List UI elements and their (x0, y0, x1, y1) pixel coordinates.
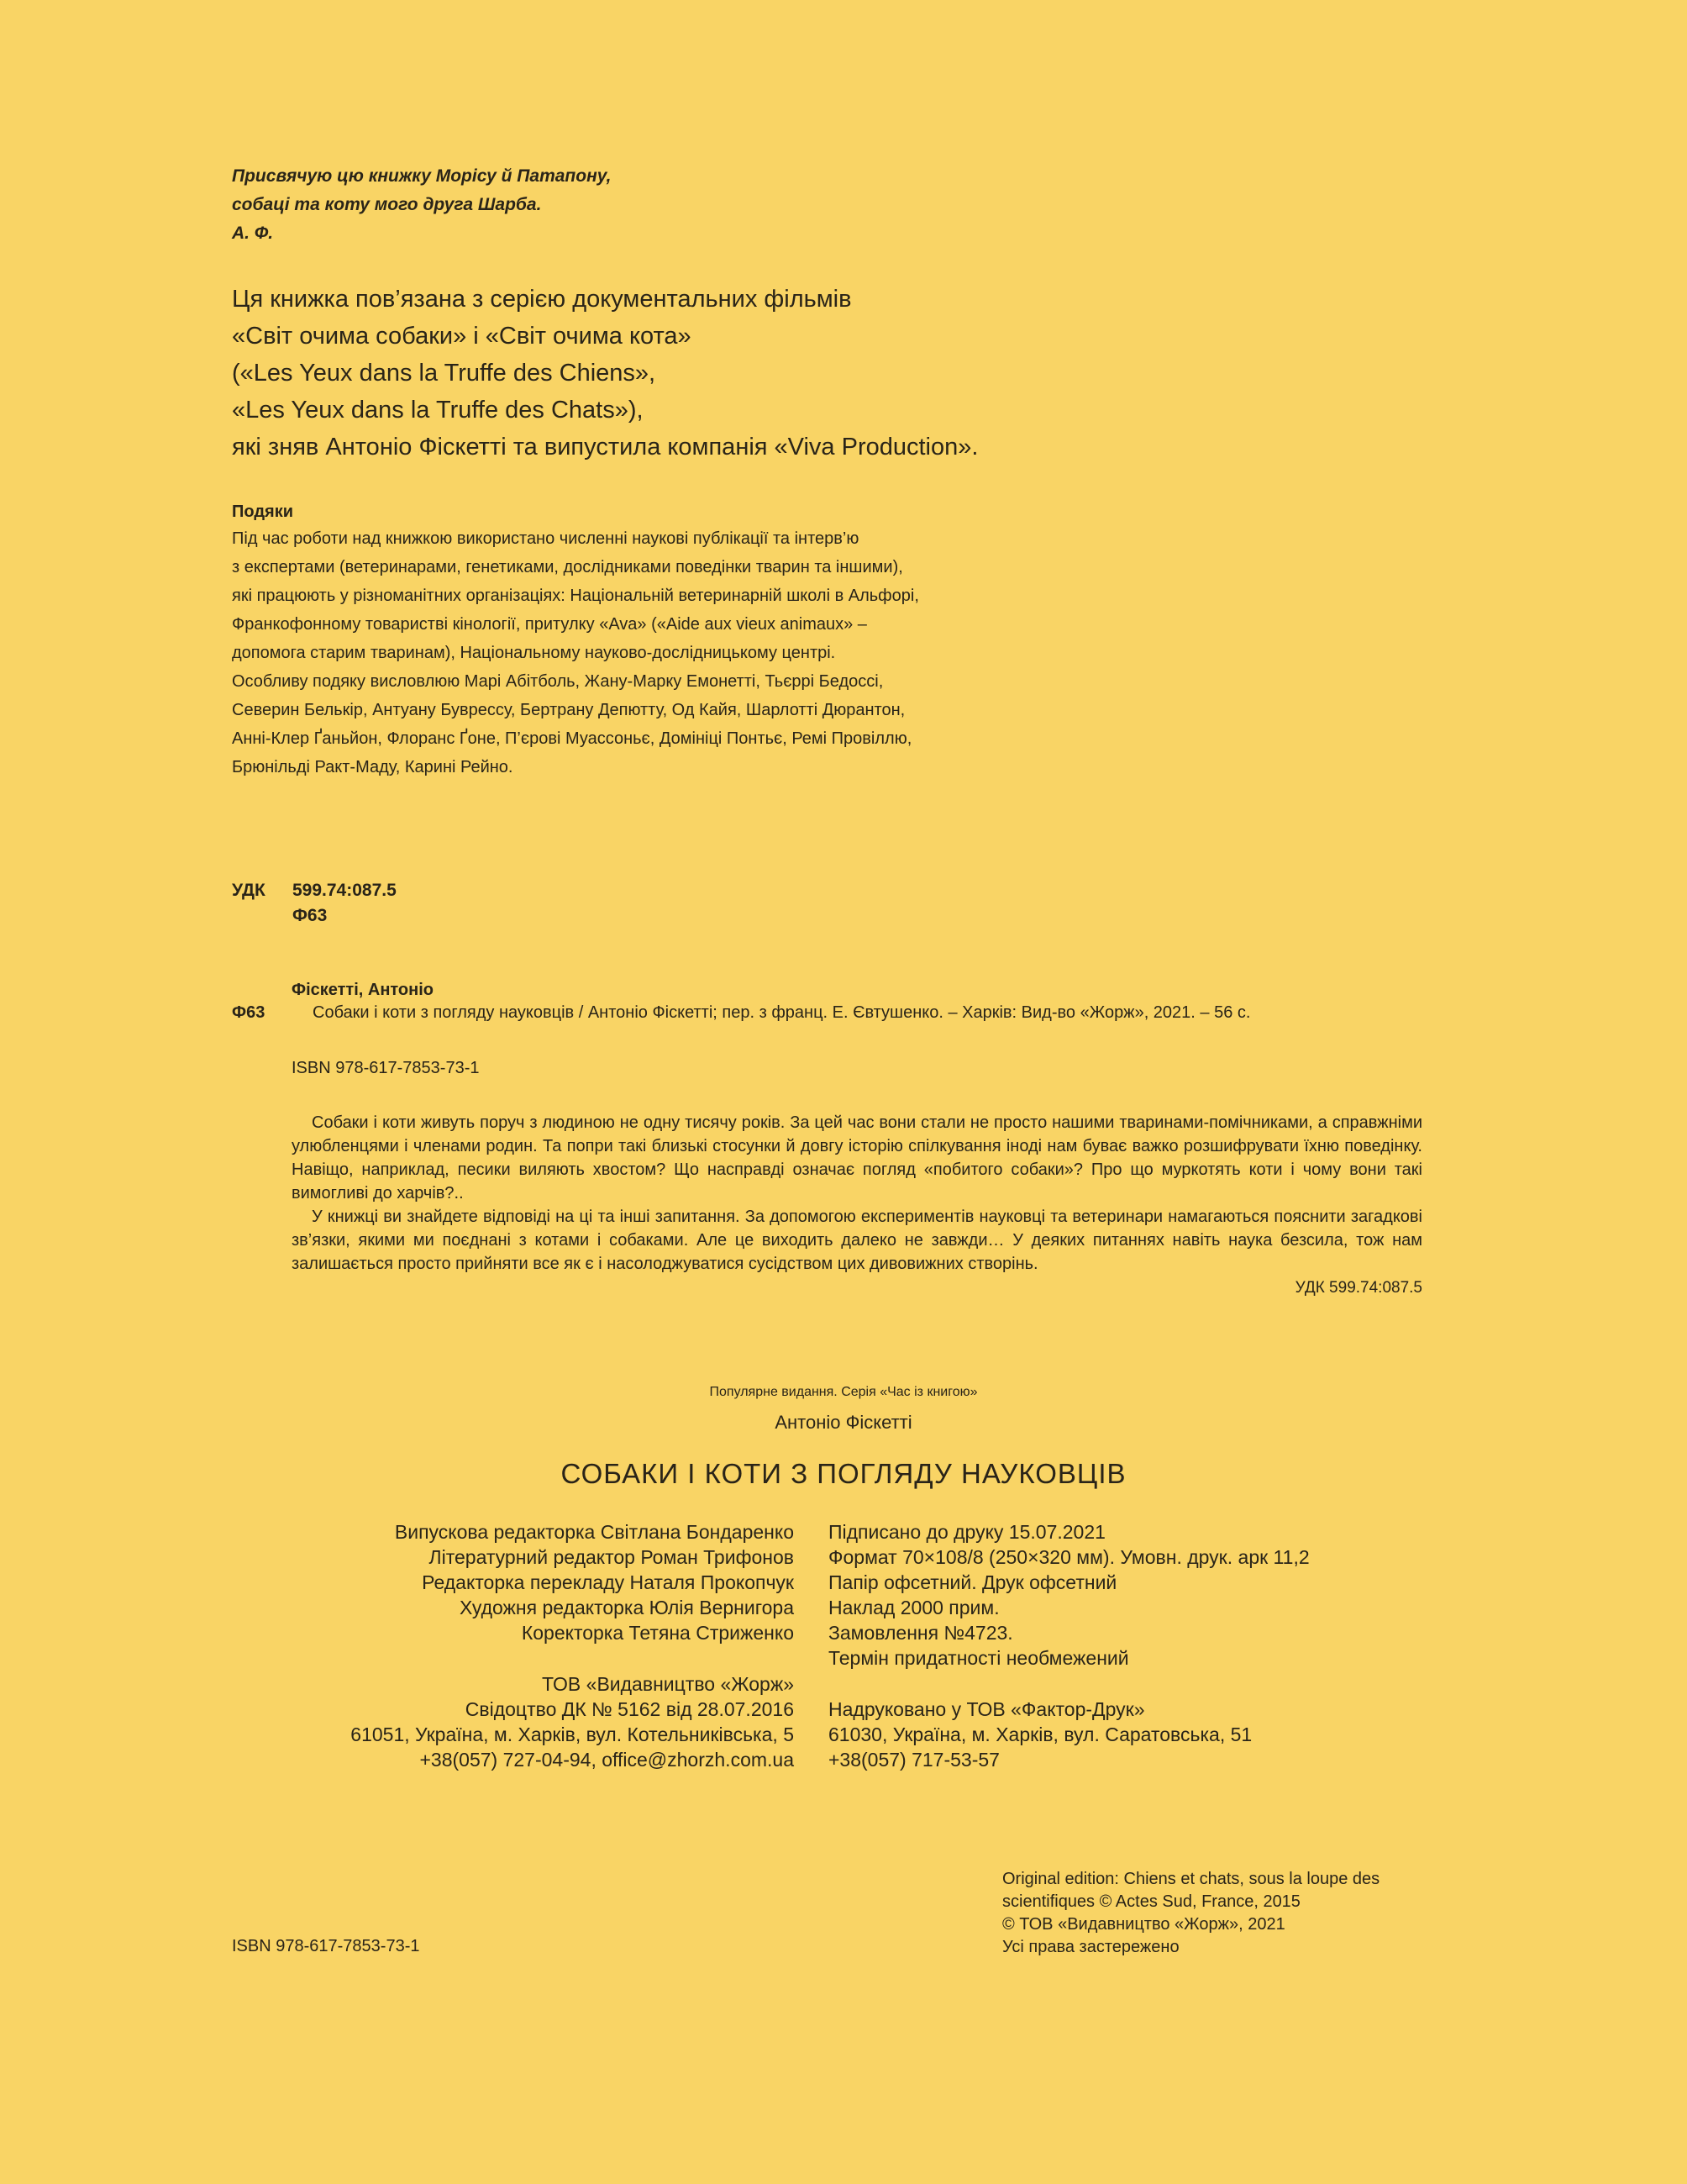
editorial-staff (252, 1519, 794, 1645)
print-line: Наклад 2000 прим. (828, 1597, 1000, 1618)
original-line: scientifiques © Actes Sud, France, 2015 (1002, 1892, 1301, 1911)
print-line: Формат 70×108/8 (250×320 мм). Умовн. друк. арк 11,2 (828, 1546, 1310, 1568)
printer-line: 61030, Україна, м. Харків, вул. Саратовська, 51 (828, 1724, 1253, 1745)
acknowledgements-line: Анні-Клер Ґаньйон, Флоранс Ґоне, П’єрові Муассоньє, Домініці Понтьє, Ремі Провіллю, (232, 729, 912, 748)
print-line: Папір офсетний. Друк офсетний (828, 1571, 1117, 1593)
print-line: Підписано до друку 15.07.2021 (828, 1521, 1106, 1543)
staff-line: Літературний редактор Роман Трифонов (428, 1546, 794, 1568)
acknowledgements-line: Франкофонному товаристві кінології, притулку «Ava» («Aide aux vieux animaux» – (232, 615, 867, 634)
dedication-line: Присвячую цю книжку Морісу й Патапону, (232, 166, 612, 186)
dedication-signature: А. Ф. (232, 224, 274, 243)
bibliographic-entry: Собаки і коти з погляду науковців / Антоніо Фіскетті; пер. з франц. Е. Євтушенко. – Харків: Вид-во «Жорж», 2021. – 56 с. (313, 1003, 1251, 1022)
print-details (828, 1519, 1310, 1671)
printer-line: +38(057) 717-53-57 (828, 1749, 1000, 1771)
original-edition (1002, 1868, 1380, 1959)
acknowledgements-line: з експертами (ветеринарами, генетиками, дослідниками поведінки тварин та іншими), (232, 558, 903, 576)
imprint-author: Антоніо Фіскетті (775, 1412, 912, 1433)
printer-line: Надруковано у ТОВ «Фактор-Друк» (828, 1698, 1145, 1720)
annotation-paragraph: Собаки і коти живуть поруч з людиною не одну тисячу років. За цей час вони стали не просто нашими тваринами-помічниками, а справжніми улюбленцями і членами родин. Та попри такі близькі стосунки й довгу історію спілкування іноді нам буває важко розшифрувати їхню поведінку. Навіщо, наприклад, песики виляють хвостом? Що насправді означає погляд «побитого собаки»? Про що муркотять коти і чому вони такі вимогливі до харчів?.. (292, 1113, 1422, 1203)
staff-line: Коректорка Тетяна Стриженко (521, 1622, 794, 1644)
annotation-paragraph: У книжці ви знайдете відповіді на ці та інші запитання. За допомогою експериментів науковці та ветеринари намагаються пояснити загадкові зв’язки, якими ми поєднані з котами і собаками. Але це виходить далеко не завжди… У деяких питаннях навіть наука безсила, тож нам залишається просто прийняти все як є і насолоджуватися сусідством цих дивовижних створінь. (292, 1208, 1422, 1273)
intro-line: Ця книжка пов’язана з серією документальних фільмів (232, 286, 852, 313)
intro-line: які зняв Антоніо Фіскетті та випустила компанія «Viva Production». (232, 434, 979, 460)
print-line: Замовлення №4723. (828, 1622, 1013, 1644)
book-title: СОБАКИ І КОТИ З ПОГЛЯДУ НАУКОВЦІВ (560, 1458, 1127, 1489)
series-line: Популярне видання. Серія «Час із книгою» (709, 1385, 978, 1399)
acknowledgements-line: Северин Белькір, Антуану Буврессу, Бертрану Депютту, Од Кайя, Шарлотті Дюрантон, (232, 701, 906, 719)
acknowledgements-line: Під час роботи над книжкою використано численні наукові публікації та інтерв’ю (232, 529, 859, 548)
acknowledgements-line: допомога старим тваринам), Національному науково-дослідницькому центрі. (232, 644, 836, 662)
intro-line: («Les Yeux dans la Truffe des Chiens», (232, 360, 656, 387)
udk-label: УДК (232, 881, 265, 900)
udk-value: 599.74:087.5 (292, 881, 397, 900)
rights-line: Усі права застережено (1002, 1938, 1180, 1956)
acknowledgements-line: які працюють у різноманітних організаціях: Національній ветеринарній школі в Альфорі, (232, 587, 919, 605)
catalog-isbn: ISBN 978-617-7853-73-1 (292, 1059, 480, 1077)
publisher-info (252, 1671, 794, 1772)
acknowledgements-title: Подяки (232, 503, 293, 521)
staff-line: Художня редакторка Юлія Вернигора (460, 1597, 794, 1618)
intro-line: «Les Yeux dans la Truffe des Chats»), (232, 397, 644, 424)
catalog-author-heading: Фіскетті, Антоніо (292, 981, 434, 999)
printer-info (828, 1697, 1252, 1772)
intro-line: «Світ очима собаки» і «Світ очима кота» (232, 323, 691, 350)
catalog-author-code: Ф63 (232, 1003, 265, 1022)
annotation (292, 1111, 1422, 1276)
publisher-line: +38(057) 727-04-94, office@zhorzh.com.ua (419, 1749, 794, 1771)
staff-line: Редакторка перекладу Наталя Прокопчук (422, 1571, 794, 1593)
publisher-line: Свідоцтво ДК № 5162 від 28.07.2016 (465, 1698, 794, 1720)
publisher-line: 61051, Україна, м. Харків, вул. Котельниківська, 5 (350, 1724, 794, 1745)
footer-isbn: ISBN 978-617-7853-73-1 (232, 1937, 420, 1955)
dedication (232, 162, 611, 248)
original-line: Original edition: Chiens et chats, sous la loupe des (1002, 1870, 1380, 1888)
print-line: Термін придатності необмежений (828, 1647, 1129, 1669)
acknowledgements-line: Особливу подяку висловлюю Марі Абітболь, Жану-Марку Емонетті, Тьєррі Бедоссі, (232, 672, 884, 691)
publisher-line: ТОВ «Видавництво «Жорж» (542, 1673, 794, 1695)
acknowledgements-body (232, 524, 919, 782)
series-intro (232, 281, 978, 466)
dedication-line: собаці та коту мого друга Шарба. (232, 195, 542, 214)
staff-line: Випускова редакторка Світлана Бондаренко (394, 1521, 794, 1543)
acknowledgements-line: Брюнільді Ракт-Маду, Карині Рейно. (232, 758, 513, 776)
author-code: Ф63 (292, 906, 328, 925)
udk-footer: УДК 599.74:087.5 (1295, 1279, 1422, 1297)
copyright-line: © ТОВ «Видавництво «Жорж», 2021 (1002, 1915, 1285, 1934)
